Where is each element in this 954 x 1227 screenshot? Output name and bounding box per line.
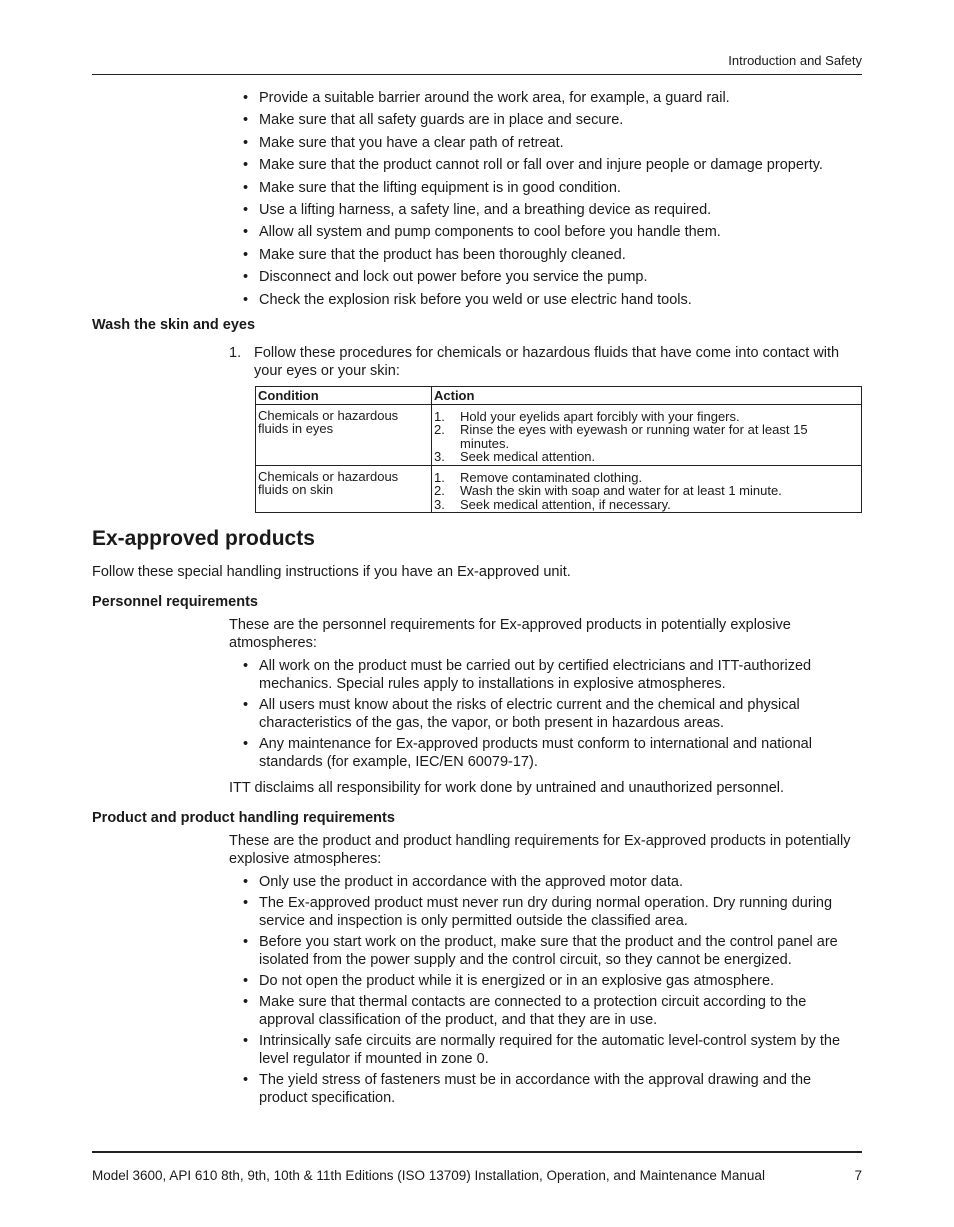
product-handling-list bbox=[241, 873, 863, 1110]
list-item: • The yield stress of fasteners must be in accordance with the approval drawing and the product specification. bbox=[241, 1071, 863, 1107]
wash-table bbox=[255, 386, 862, 513]
list-item: • All users must know about the risks of electric current and the chemical and physical characteristics of the gas, the vapor, or both present in hazardous areas. bbox=[241, 696, 863, 732]
list-item: • Make sure that the product has been thoroughly cleaned. bbox=[241, 246, 863, 264]
action-step-text: Remove contaminated clothing. bbox=[460, 469, 643, 485]
action-step-text: Seek medical attention, if necessary. bbox=[460, 496, 671, 512]
action-steps bbox=[434, 471, 859, 512]
list-item: • Allow all system and pump components to cool before you handle them. bbox=[241, 223, 863, 241]
list-item: • Make sure that all safety guards are in place and secure. bbox=[241, 111, 863, 129]
personnel-requirements-list bbox=[241, 657, 863, 774]
personnel-heading: Personnel requirements bbox=[92, 594, 258, 610]
action-step-number: 3. bbox=[434, 496, 445, 512]
column-header-action: Action bbox=[432, 387, 862, 405]
personnel-disclaimer: ITT disclaims all responsibility for work done by untrained and unauthorized personnel. bbox=[229, 780, 785, 796]
step-text: Follow these procedures for chemicals or hazardous fluids that have come into contact with your eyes or your skin: bbox=[254, 345, 840, 379]
action-step bbox=[434, 410, 859, 424]
action-step-text: Rinse the eyes with eyewash or running water for at least 15 minutes. bbox=[460, 422, 808, 451]
list-item: • Make sure that the lifting equipment is in good condition. bbox=[241, 179, 863, 197]
header-section-title: Introduction and Safety bbox=[728, 53, 862, 68]
action-steps bbox=[434, 410, 859, 464]
action-step-number: 3. bbox=[434, 449, 445, 464]
list-item: • Make sure that the product cannot roll or fall over and injure people or damage property. bbox=[241, 156, 863, 174]
condition-cell: Chemicals or hazardous fluids on skin bbox=[256, 465, 432, 513]
action-cell bbox=[432, 404, 862, 465]
action-step-text: Hold your eyelids apart forcibly with your fingers. bbox=[460, 408, 740, 424]
action-step bbox=[434, 423, 859, 450]
list-item: • Only use the product in accordance with the approved motor data. bbox=[241, 873, 863, 891]
action-cell bbox=[432, 465, 862, 513]
wash-step bbox=[229, 344, 863, 380]
manual-title: Model 3600, API 610 8th, 9th, 10th & 11th Editions (ISO 13709) Installation, Operation, and Maintenance Manual bbox=[92, 1168, 765, 1183]
table-row bbox=[256, 465, 862, 513]
action-step bbox=[434, 484, 859, 498]
action-step bbox=[434, 471, 859, 485]
list-item: • Use a lifting harness, a safety line, and a breathing device as required. bbox=[241, 201, 863, 219]
list-item: • Provide a suitable barrier around the work area, for example, a guard rail. bbox=[241, 89, 863, 107]
list-item: • Do not open the product while it is energized or in an explosive gas atmosphere. bbox=[241, 972, 863, 990]
table-row bbox=[256, 404, 862, 465]
wash-heading: Wash the skin and eyes bbox=[92, 317, 256, 333]
list-item: • Any maintenance for Ex-approved products must conform to international and national standards (for example, IEC/EN 60079-17). bbox=[241, 735, 863, 771]
list-item: • Check the explosion risk before you weld or use electric hand tools. bbox=[241, 291, 863, 309]
list-item: • Disconnect and lock out power before you service the pump. bbox=[241, 268, 863, 286]
page-number: 7 bbox=[854, 1168, 862, 1183]
list-item: • Make sure that thermal contacts are connected to a protection circuit according to the approval classification of the product, and that they are in use. bbox=[241, 993, 863, 1029]
personnel-intro: These are the personnel requirements for Ex-approved products in potentially explosive atmospheres: bbox=[229, 617, 791, 651]
product-handling-heading: Product and product handling requirements bbox=[92, 810, 395, 826]
list-item: • Intrinsically safe circuits are normally required for the automatic level-control system by the level regulator if mounted in zone 0. bbox=[241, 1032, 863, 1068]
action-step-number: 2. bbox=[434, 483, 445, 498]
step-number: 1. bbox=[229, 345, 242, 361]
list-item: • Before you start work on the product, make sure that the product and the control panel are isolated from the power supply and the control circuit, so they cannot be energized. bbox=[241, 933, 863, 969]
page-footer bbox=[92, 1151, 862, 1183]
action-step-text: Seek medical attention. bbox=[460, 449, 596, 464]
action-step-number: 1. bbox=[434, 469, 445, 485]
page-header bbox=[92, 53, 862, 75]
action-step bbox=[434, 450, 859, 464]
action-step-number: 1. bbox=[434, 408, 445, 424]
list-item: • The Ex-approved product must never run dry during normal operation. Dry running during service and inspection is only permitted outside the classified area. bbox=[241, 894, 863, 930]
table-header-row bbox=[256, 387, 862, 405]
condition-cell: Chemicals or hazardous fluids in eyes bbox=[256, 404, 432, 465]
product-handling-intro: These are the product and product handling requirements for Ex-approved products in potentially explosive atmospheres: bbox=[229, 833, 851, 867]
section-intro: Follow these special handling instructions if you have an Ex-approved unit. bbox=[92, 564, 571, 580]
list-item: • Make sure that you have a clear path of retreat. bbox=[241, 134, 863, 152]
section-title: Ex-approved products bbox=[92, 527, 315, 550]
safety-precautions-list bbox=[241, 89, 863, 313]
action-step bbox=[434, 498, 859, 512]
action-step-text: Wash the skin with soap and water for at least 1 minute. bbox=[460, 483, 782, 498]
column-header-condition: Condition bbox=[256, 387, 432, 405]
action-step-number: 2. bbox=[434, 422, 445, 437]
list-item: • All work on the product must be carried out by certified electricians and ITT-authorized mechanics. Special rules apply to installations in explosive atmospheres. bbox=[241, 657, 863, 693]
